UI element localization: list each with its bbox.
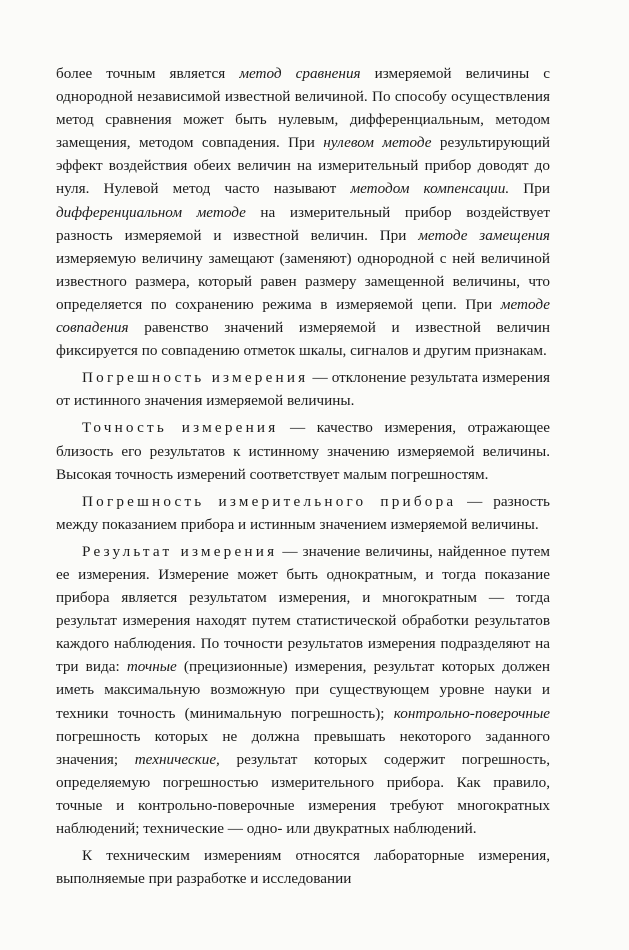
term-measurement-result: Результат измерения	[82, 542, 278, 560]
term-differential-method: дифференциальном методе	[56, 203, 246, 221]
term-null-method: нулевом методе	[323, 134, 432, 152]
term-precise: точные	[126, 658, 177, 676]
term-measurement-error: Погрешность измерения	[82, 369, 309, 387]
page-text	[56, 62, 550, 890]
term-comparison-method: метод сравнения	[239, 65, 361, 82]
term-technical: технические,	[134, 750, 220, 768]
paragraph-measurement-result: Результат измерения — значение величины, найденное путем ее измерения. Измерение может быть однократным, и тогда показание прибора является результатом измерения, и многократным — тогда результат измерения находят путем статистической обработки результатов каждого наблюдения. По точности результатов измерения подразделяют на три вида: точные (прецизионные) измерения, результат которых должен иметь максимальную возможную при существующем уровне науки и техники точность (минимальную погрешность); контрольно-поверочные погрешность которых не должна превышать некоторого заданного значения; технические, результат которых содержит погрешность, определяемую погрешностью измерительного прибора. Как правило, точные и контрольно-поверочные измерения требуют многократных наблюдений; технические — одно- или двукратных наблюдений.	[56, 542, 550, 837]
term-compensation-method: методом компенсации.	[350, 180, 510, 198]
term-coincidence-method: методе совпадения	[56, 295, 550, 337]
paragraph-technical-measurements: К техническим измерениям относятся лабораторные измерения, выполняемые при разработке и исследовании	[56, 847, 550, 888]
term-instrument-error: Погрешность измерительного прибора	[82, 492, 457, 510]
paragraph-comparison-methods: более точным является метод сравнения измеряемой величины с однородной независимой известной величиной. По способу осуществления метод сравнения может быть нулевым, дифференциальным, методом замещения, методом совпадения. При нулевом методе результирующий эффект воздействия обеих величин на измерительный прибор доводят до нуля. Нулевой метод часто называют методом компенсации. При дифференциальном методе на измерительный прибор воздействует разность измеряемой и известной величин. При методе замещения измеряемую величину замещают (заменяют) однородной с ней величиной известного размера, который равен размеру замещенной величины, что определяется по сохранению режима в измеряемой цепи. При методе совпадения равенство значений измеряемой и известной величин фиксируется по совпадению отметок шкалы, сигналов и другим признакам.	[56, 65, 550, 360]
paragraph-measurement-error: Погрешность измерения — отклонение результата измерения от истинного значения измеряемой величины.	[56, 369, 550, 410]
paragraph-instrument-error: Погрешность измерительного прибора — разность между показанием прибора и истинным значением измеряемой величины.	[56, 492, 550, 533]
term-control-verification: контрольно-поверочные	[393, 704, 550, 722]
term-measurement-accuracy: Точность измерения	[82, 419, 279, 437]
term-substitution-method: методе замещения	[418, 226, 550, 244]
paragraph-measurement-accuracy: Точность измерения — качество измерения, отражающее близость его результатов к истинному значению измеряемой величины. Высокая точность измерений соответствует малым погрешностям.	[56, 419, 550, 483]
